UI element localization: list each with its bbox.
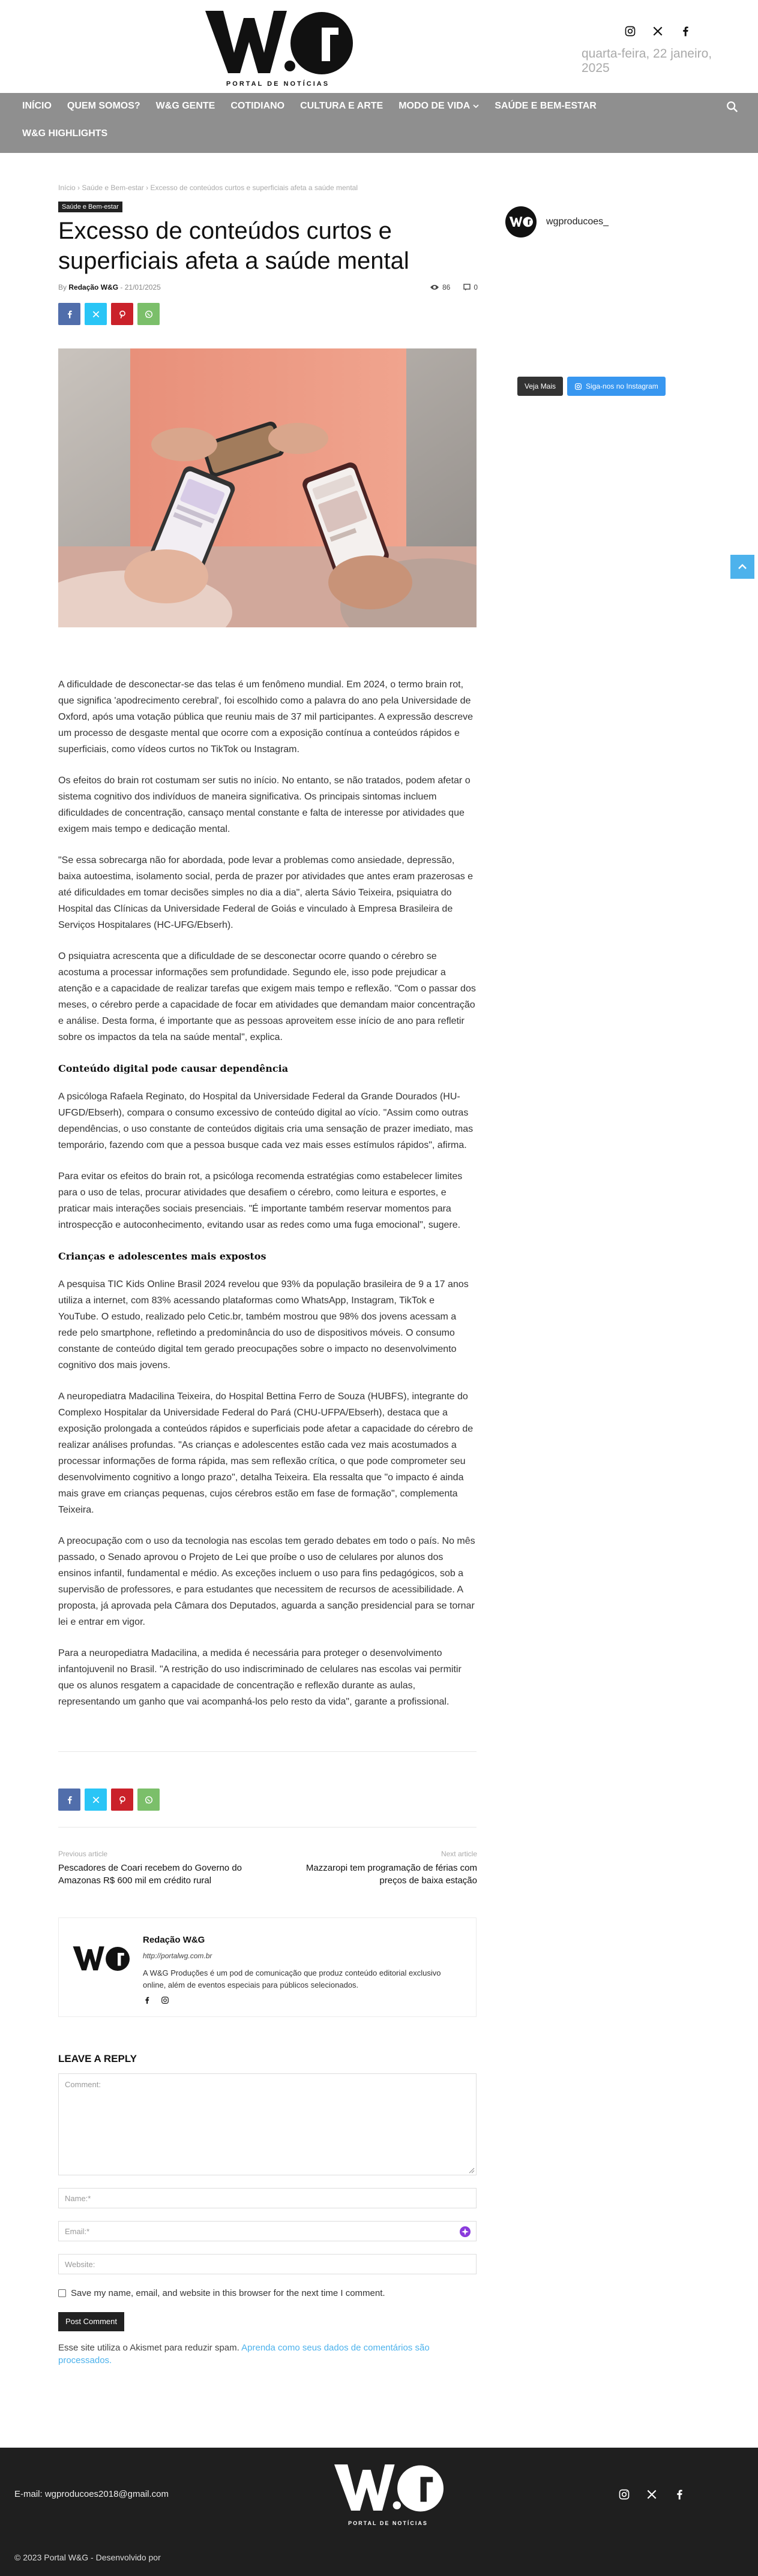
akismet-text: Esse site utiliza o Akismet para reduzir spam. xyxy=(58,2343,239,2353)
nav-item-saude-e-bem-estar[interactable]: SAÚDE E BEM-ESTAR xyxy=(495,101,597,111)
article-subheading: Conteúdo digital pode causar dependência xyxy=(58,1063,289,1074)
breadcrumb-category[interactable]: Saúde e Bem-estar xyxy=(82,184,144,192)
previous-article-label: Previous article xyxy=(58,1850,108,1858)
akismet-notice xyxy=(58,2341,478,2367)
article-paragraph: A preocupação com o uso da tecnologia nas escolas tem gerado debates em todo o país. No mês passado, o Senado aprovou o Projeto de Lei que proíbe o uso de celulares por alunos dos ensinos infantil, fundamental e médio. As exceções incluem o uso para fins pedagógicos, sob a supervisão de professores, e para estudantes que necessitem de recursos de acessibilidade. A proposta, já aprovada pela Câmara dos Deputados, aguarda a sanção presidencial para se tornar lei e entrar em vigor. xyxy=(58,1536,475,1627)
search-icon[interactable] xyxy=(726,100,739,113)
nav-item-quem-somos[interactable]: QUEM SOMOS? xyxy=(67,101,140,111)
email-field[interactable] xyxy=(58,2221,477,2241)
share-facebook-button[interactable] xyxy=(58,1789,80,1811)
site-header xyxy=(0,0,758,93)
x-icon xyxy=(91,309,101,319)
name-placeholder: Name:* xyxy=(65,2194,91,2203)
instagram-icon[interactable] xyxy=(618,2488,630,2500)
facebook-icon[interactable] xyxy=(143,1996,151,2007)
nav-item-modo-de-vida[interactable] xyxy=(391,93,487,119)
author-social xyxy=(143,1996,169,2007)
facebook-icon[interactable] xyxy=(673,2488,685,2500)
site-footer xyxy=(0,2448,758,2576)
breadcrumb-current: Excesso de conteúdos curtos e superficiais afeta a saúde mental xyxy=(150,184,358,192)
save-info-row xyxy=(58,2288,385,2298)
instagram-icon[interactable] xyxy=(161,1996,169,2007)
x-icon[interactable] xyxy=(652,25,664,37)
share-facebook-button[interactable] xyxy=(58,303,80,325)
leave-reply-title: LEAVE A REPLY xyxy=(58,2053,137,2064)
share-pinterest-button[interactable] xyxy=(111,303,133,325)
next-article[interactable] xyxy=(279,1850,477,1887)
post-comment-button[interactable]: Post Comment xyxy=(58,2312,124,2331)
breadcrumb-separator-icon: › xyxy=(146,184,151,192)
next-article-title[interactable]: Mazzaropi tem programação de férias com preços de baixa estação xyxy=(305,1863,477,1886)
whatsapp-icon xyxy=(144,1795,154,1805)
logo-subtitle: PORTAL DE NOTÍCIAS xyxy=(226,80,330,88)
article-paragraph: A neuropediatra Madacilina Teixeira, do Hospital Bettina Ferro de Souza (HUBFS), integrante do Complexo Hospitalar da Universidade Federal do Pará (CHU-UFPA/Ebserh), destaca que a exposição prolongada a conteúdos rápidos e superficiais pode afetar a capacidade do cérebro de realizar análises profundas. "As crianças e adolescentes estão cada vez mais acostumados a processar informações de forma rápida, mas sem reflexão crítica, o que pode comprometer seu desenvolvimento cognitivo a longo prazo", detalha Teixeira. Ela ressalta que "o impacto é ainda mais grave em crianças pequenas, cujos cérebros estão em fase de formação", complementa Teixeira. xyxy=(58,1391,474,1515)
share-pinterest-button[interactable] xyxy=(111,1789,133,1811)
footer-logo[interactable] xyxy=(332,2461,444,2527)
nav-item-cotidiano[interactable]: COTIDIANO xyxy=(230,101,285,111)
follow-instagram-button[interactable] xyxy=(567,377,666,396)
article-paragraph: A psicóloga Rafaela Reginato, do Hospital da Universidade Federal da Grande Dourados (HU-UFGD/Ebserh), compara o consumo excessivo de conteúdo digital ao vício. "Assim como outras dependências, o uso constante de conteúdos digitais cria uma sensação de prazer imediato, mas temporário, fazendo com que a pessoa busque cada vez mais esses estímulos rápidos", afirma. xyxy=(58,1092,474,1150)
author-avatar[interactable] xyxy=(72,1941,130,1977)
author-box xyxy=(58,1917,477,2017)
next-article-label: Next article xyxy=(441,1850,477,1858)
meta-separator: - xyxy=(120,283,125,291)
chevron-up-icon xyxy=(737,561,748,572)
save-info-checkbox[interactable] xyxy=(58,2289,66,2297)
profile-name[interactable]: wgproducoes_ xyxy=(546,217,609,227)
instagram-icon xyxy=(574,383,582,390)
instagram-actions xyxy=(517,377,666,396)
whatsapp-icon xyxy=(144,309,154,319)
logo-graphic xyxy=(203,6,353,80)
article-stats xyxy=(430,283,478,291)
article-paragraph: O psiquiatra acrescenta que a dificuldade de se desconectar ocorre quando o cérebro se acostuma a processar informações sem profundidade. Segundo ele, isso pode prejudicar a atenção e a capacidade de realizar tarefas que exigem mais tempo e reflexão. "Com o passar dos meses, o cérebro perde a capacidade de focar em atividades que demandam maior concentração e análise. Desta forma, é importante que as pessoas aproveitem esse início de ano para refletir sobre os impactos da tela na saúde mental", explica. xyxy=(58,951,476,1042)
nav-row-1 xyxy=(14,93,604,119)
facebook-icon xyxy=(65,309,74,319)
views-count xyxy=(430,283,450,291)
header-date: quarta-feira, 22 janeiro, 2025 xyxy=(582,47,712,75)
article-paragraph: "Se essa sobrecarga não for abordada, pode levar a problemas como ansiedade, depressão, baixa autoestima, isolamento social, perda de prazer por atividades que antes eram prazerosas e até dificuldades em tomar decisões simples no dia a dia", alerta Sávio Teixeira, psiquiatra do Hospital das Clínicas da Universidade Federal de Goiás e vinculado à Empresa Brasileira de Serviços Hospitalares (HC-UFG/Ebserh). xyxy=(58,855,474,930)
pinterest-icon xyxy=(118,309,127,319)
previous-article-title[interactable]: Pescadores de Coari recebem do Governo do Amazonas R$ 600 mil em crédito rural xyxy=(58,1863,242,1886)
meta-date: 21/01/2025 xyxy=(124,283,161,291)
views-value: 86 xyxy=(442,283,451,291)
share-x-button[interactable] xyxy=(85,303,107,325)
nav-row-2 xyxy=(14,121,115,147)
comment-textarea[interactable] xyxy=(58,2073,477,2175)
author-bio: A W&G Produções é um pod de comunicação que produz conteúdo editorial exclusivo online, além de eventos especiais para públicos selecionados. xyxy=(143,1968,441,1989)
comment-placeholder: Comment: xyxy=(65,2080,101,2089)
breadcrumb xyxy=(58,184,358,192)
resize-handle-icon[interactable] xyxy=(469,2168,475,2174)
website-placeholder: Website: xyxy=(65,2260,95,2269)
article-paragraph: A pesquisa TIC Kids Online Brasil 2024 revelou que 93% da população brasileira de 9 a 17 anos utiliza a internet, com 83% acessando plataformas como WhatsApp, Instagram, TikTok e YouTube. O estudo, realizado pelo Cetic.br, também mostrou que 98% dos jovens acessam a rede pelo smartphone, refletindo a predominância do uso de dispositivos móveis. O consumo constante de conteúdo digital tem gerado preocupações sobre o impacto no desenvolvimento cognitivo dos mais jovens. xyxy=(58,1279,469,1370)
nav-item-modo-de-vida-label: MODO DE VIDA xyxy=(399,101,471,111)
footer-logo-graphic xyxy=(332,2461,444,2516)
category-tag[interactable]: Saúde e Bem-estar xyxy=(58,202,122,212)
article-body xyxy=(58,677,477,1725)
veja-mais-button[interactable]: Veja Mais xyxy=(517,377,563,396)
author-logo-graphic xyxy=(72,1941,130,1977)
eye-icon xyxy=(430,284,439,291)
hero-illustration xyxy=(58,348,477,627)
meta-by: By xyxy=(58,283,67,291)
scroll-to-top-button[interactable] xyxy=(730,555,754,579)
footer-logo-subtitle: PORTAL DE NOTÍCIAS xyxy=(348,2520,428,2526)
comments-value: 0 xyxy=(474,283,478,291)
follow-instagram-label: Siga-nos no Instagram xyxy=(586,382,658,390)
profile-logo-graphic xyxy=(509,215,533,229)
meta-author[interactable]: Redação W&G xyxy=(68,283,119,291)
email-placeholder: Email:* xyxy=(65,2227,90,2236)
nav-item-wg-highlights[interactable]: W&G HIGHLIGHTS xyxy=(22,128,108,139)
header-social xyxy=(624,25,691,37)
hero-image xyxy=(58,348,477,627)
comment-icon xyxy=(463,284,471,291)
article-paragraph: Os efeitos do brain rot costumam ser sutis no início. No entanto, se não tratados, podem afetar o sistema cognitivo dos indivíduos de maneira significativa. Os principais sintomas incluem dificuldades de concentração, cansaço mental constante e falta de interesse por atividades que exigem mais tempo e dedicação mental. xyxy=(58,775,471,834)
share-whatsapp-button[interactable] xyxy=(137,1789,160,1811)
share-row-bottom xyxy=(58,1789,160,1811)
share-whatsapp-button[interactable] xyxy=(137,303,160,325)
footer-email[interactable]: E-mail: wgproducoes2018@gmail.com xyxy=(14,2489,169,2499)
name-field[interactable] xyxy=(58,2188,477,2208)
article-paragraph: Para evitar os efeitos do brain rot, a psicóloga recomenda estratégias como estabelecer limites para o uso de telas, procurar atividades que desafiem o cérebro, como leitura e esportes, e praticar mais interações sociais presenciais. "É importante também reservar momentos para introspecção e autoconhecimento, evitando usar as redes como uma fuga emocional", sugere. xyxy=(58,1171,463,1230)
nav-item-cultura-e-arte[interactable]: CULTURA E ARTE xyxy=(300,101,384,111)
instagram-icon[interactable] xyxy=(624,25,636,37)
comments-count[interactable] xyxy=(463,283,478,291)
nav-item-wg-gente[interactable]: W&G GENTE xyxy=(155,101,215,111)
footer-copyright: © 2023 Portal W&G - Desenvolvido por xyxy=(14,2553,161,2562)
article-subheading: Crianças e adolescentes mais expostos xyxy=(58,1251,266,1262)
chevron-down-icon xyxy=(473,103,479,109)
akismet-link[interactable]: Aprenda como seus dados de comentários são processados. xyxy=(58,2343,430,2365)
facebook-icon xyxy=(65,1795,74,1805)
share-x-button[interactable] xyxy=(85,1789,107,1811)
article-paragraph: Para a neuropediatra Madacilina, a medida é necessária para proteger o desenvolvimento infantojuvenil no Brasil. "A restrição do uso indiscriminado de celulares nas escolas vai permitir que os alunos resgatem a capacidade de concentração e reflexão durante as aulas, representando um ganho que vai acompanhá-los pelo resto da vida", garante a profissional. xyxy=(58,1648,462,1707)
article-meta xyxy=(58,283,161,291)
article-paragraph: A dificuldade de desconectar-se das telas é um fenômeno mundial. Em 2024, o termo brain rot, que significa 'apodrecimento cerebral', foi escolhido como a palavra do ano pela Universidade de Oxford, após uma votação pública que reuniu mais de 37 mil participantes. A expressão descreve um processo de desgaste mental que ocorre com a exposição contínua a conteúdos rápidos e superficiais, como vídeos curtos no TikTok ou Instagram. xyxy=(58,680,474,755)
profile-avatar xyxy=(505,206,537,238)
main-navigation xyxy=(0,93,758,153)
article-title: Excesso de conteúdos curtos e superficiais afeta a saúde mental xyxy=(58,218,409,274)
nav-item-inicio[interactable]: INÍCIO xyxy=(22,101,52,111)
facebook-icon[interactable] xyxy=(679,25,691,37)
website-field[interactable] xyxy=(58,2254,477,2274)
previous-article[interactable] xyxy=(58,1850,256,1887)
x-icon[interactable] xyxy=(646,2488,658,2500)
x-icon xyxy=(91,1795,101,1805)
instagram-profile[interactable] xyxy=(505,206,609,238)
author-url[interactable]: http://portalwg.com.br xyxy=(143,1952,212,1960)
pinterest-icon xyxy=(118,1795,127,1805)
site-logo[interactable] xyxy=(203,6,353,91)
author-name[interactable]: Redação W&G xyxy=(143,1935,205,1945)
share-row-top xyxy=(58,303,160,325)
save-info-label: Save my name, email, and website in this browser for the next time I comment. xyxy=(71,2288,385,2298)
breadcrumb-separator-icon: › xyxy=(77,184,82,192)
breadcrumb-home[interactable]: Início xyxy=(58,184,76,192)
password-manager-icon[interactable] xyxy=(459,2226,471,2238)
divider xyxy=(58,1751,477,1752)
footer-social xyxy=(618,2488,685,2500)
